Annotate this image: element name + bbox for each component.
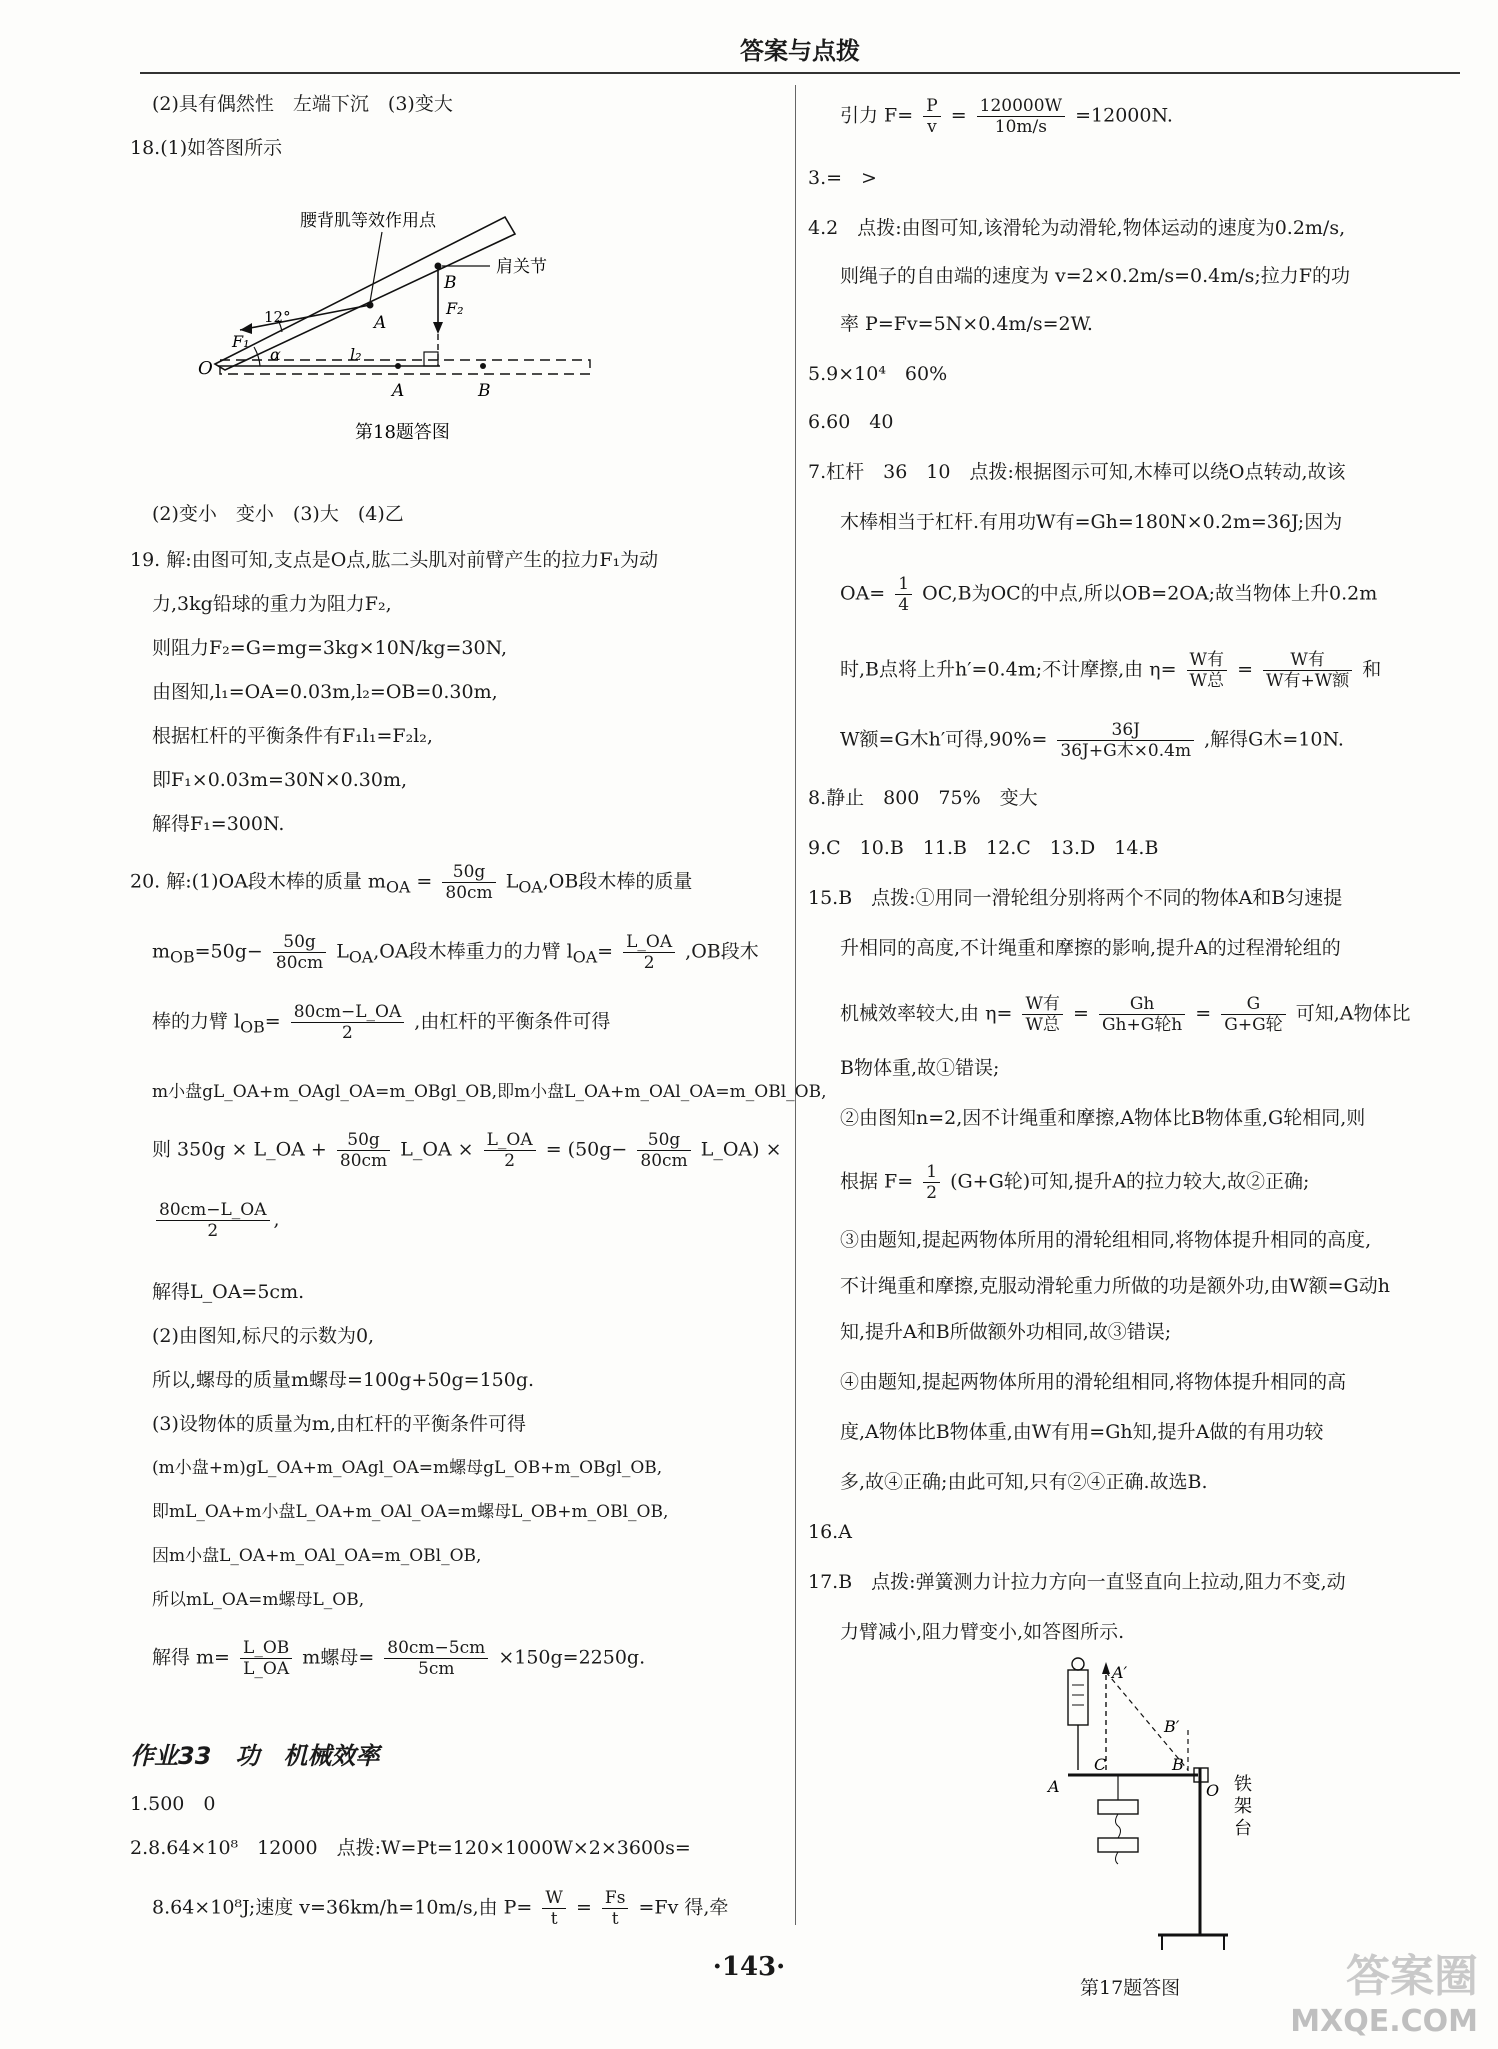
q20-line-5: 则 350g × L_OA + $\frac{50g}{80cm}$ L_OA × $\frac{L\_OA}{2}$ = (50g− $\frac{50g}{80cm}$ L_OA) × — [152, 1130, 782, 1171]
r-q15-line-6: 根据 F= $\frac{1}{2}$ (G+G轮)可知,提升A的拉力较大,故②正确; — [840, 1162, 1310, 1203]
figure-18-caption: 第18题答图 — [355, 422, 450, 442]
label-A-prime: A′ — [1112, 1663, 1128, 1682]
label-B-prime: B′ — [1164, 1717, 1180, 1736]
q19-line-3: 则阻力F₂=G=mg=3kg×10N/kg=30N, — [152, 637, 508, 659]
r-q15-line-2: 升相同的高度,不计绳重和摩擦的影响,提升A的过程滑轮组的 — [840, 937, 1341, 959]
r-q16: 16.A — [808, 1521, 852, 1543]
label-alpha: α — [270, 345, 281, 364]
q20-line-10: (3)设物体的质量为m,由杠杆的平衡条件可得 — [152, 1413, 526, 1435]
r-q7-line-3: OA= $\frac{1}{4}$ OC,B为OC的中点,所以OB=2OA;故当物体上升0.2m — [840, 574, 1378, 615]
label-stand-1: 铁 — [1234, 1774, 1252, 1795]
s33-q2: 2.8.64×10⁸ 12000 点拨:W=Pt=120×1000W×2×3600s= — [130, 1837, 691, 1859]
s33-q2-cont: 8.64×10⁸J;速度 v=36km/h=10m/s,由 P= $\frac{W}{t}$ = $\frac{Fs}{t}$ =Fv 得,牵 — [152, 1888, 729, 1929]
r-q4-line-3: 率 P=Fv=5N×0.4m/s=2W. — [840, 313, 1093, 335]
figure-17 — [1038, 1650, 1258, 1970]
q19-line-4: 由图知,l₁=OA=0.03m,l₂=OB=0.30m, — [152, 681, 498, 703]
right-angle-mark — [424, 352, 438, 366]
r-q5: 5.9×10⁴ 60% — [808, 363, 948, 385]
figure-18 — [160, 142, 630, 442]
q20-line-11: (m小盘+m)gL_OA+m_OAgl_OA=m螺母gL_OB+m_OBgl_OB, — [152, 1458, 663, 1478]
label-muscle: 腰背肌等效作用点 — [300, 211, 436, 231]
q19-line-1: 19. 解:由图可知,支点是O点,肱二头肌对前臂产生的拉力F₁为动 — [130, 549, 659, 571]
r-q7-line-5: W额=G木h′可得,90%= $\frac{36J}{\text{36J+G木×0.4m}}$ ,解得G木=10N. — [840, 720, 1344, 761]
q20-line-6: $\frac{80cm-L\_OA}{2}$ , — [152, 1200, 280, 1241]
r-q15-line-9: 知,提升A和B所做额外功相同,故③错误; — [840, 1321, 1172, 1343]
watermark-logo: 答案圈 — [1346, 1951, 1478, 2002]
column-divider — [795, 85, 796, 1925]
r-q15-line-3: 机械效率较大,由 η= $\frac{\text{W有}}{\text{W总}}$ = $\frac{Gh}{\text{Gh+G轮h}}$ = $\frac{G}{\text{G+G轮}}$ 可知,A物体比 — [840, 994, 1411, 1035]
trunk-bar — [215, 217, 515, 370]
q20-line-2: $m_{OB}=50g-$ $\frac{50g}{80cm}$ $L_{OA},OA$段木棒重力的力臂 $l_{OA}=$ $\frac{L\_OA}{2}$ ,OB段木 — [152, 932, 759, 973]
r-q17-line-1: 17.B 点拨:弹簧测力计拉力方向一直竖直向上拉动,阻力不变,动 — [808, 1571, 1346, 1593]
q20-line-14: 所以mL_OA=m螺母L_OB, — [152, 1590, 365, 1610]
r-q3: 3.= > — [808, 167, 877, 189]
r-q15-line-11: 度,A物体比B物体重,由W有用=Gh知,提升A做的有用功较 — [840, 1421, 1324, 1443]
q20-line-4: m小盘gL_OA+m_OAgl_OA=m_OBgl_OB,即m小盘L_OA+m_OAl_OA=m_OBl_OB, — [152, 1082, 827, 1102]
q18-answer-2: (2)变小 变小 (3)大 (4)乙 — [152, 503, 404, 525]
r-q15-line-1: 15.B 点拨:①用同一滑轮组分别将两个不同的物体A和B匀速提 — [808, 887, 1343, 909]
label-F2: F₂ — [446, 299, 464, 318]
page-number: ·143· — [712, 1952, 786, 1982]
label-F1: F₁ — [232, 332, 250, 351]
r-line-1: 引力 F= $\frac{P}{v}$ = $\frac{120000W}{10m/s}$ =12000N. — [840, 96, 1173, 137]
label-shoulder: 肩关节 — [496, 257, 547, 277]
label-A-upper: A — [374, 313, 387, 333]
q20-line-8: (2)由图知,标尺的示数为0, — [152, 1325, 375, 1347]
label-stand-2: 架 — [1234, 1796, 1252, 1817]
r-q15-line-8: 不计绳重和摩擦,克服动滑轮重力所做的功是额外功,由W额=G动h — [840, 1275, 1390, 1297]
q17-answer-line: (2)具有偶然性 左端下沉 (3)变大 — [152, 93, 453, 115]
q20-line-1: 20. 解:(1)OA段木棒的质量 $m_{OA}$ = $\frac{50g}{80cm}$ $L_{OA},OB$段木棒的质量 — [130, 862, 693, 903]
r-q17-line-2: 力臂减小,阻力臂变小,如答图所示. — [840, 1621, 1125, 1643]
q20-line-12: 即mL_OA+m小盘L_OA+m_OAl_OA=m螺母L_OB+m_OBl_OB, — [152, 1502, 669, 1522]
label-O: O — [1206, 1781, 1220, 1800]
label-B-upper: B — [444, 273, 457, 293]
q20-line-13: 因m小盘L_OA+m_OAl_OA=m_OBl_OB, — [152, 1546, 482, 1566]
r-q7-line-4: 时,B点将上升h′=0.4m;不计摩擦,由 η= $\frac{\text{W有}}{\text{W总}}$ = $\frac{\text{W有}}{\text{W有+W额}}$ 和 — [840, 650, 1382, 691]
label-C: C — [1094, 1755, 1107, 1774]
r-q7-line-1: 7.杠杆 36 10 点拨:根据图示可知,木棒可以绕O点转动,故该 — [808, 461, 1346, 483]
figure-17-caption: 第17题答图 — [1080, 1977, 1181, 1999]
q18-heading: 18.(1)如答图所示 — [130, 137, 283, 159]
q20-line-7: 解得L_OA=5cm. — [152, 1281, 305, 1303]
r-q7-line-2: 木棒相当于杠杆.有用功W有=Gh=180N×0.2m=36J;因为 — [840, 511, 1343, 533]
header-title: 答案与点拨 — [740, 37, 860, 65]
q19-line-2: 力,3kg铅球的重力为阻力F₂, — [152, 593, 392, 615]
r-q8: 8.静止 800 75% 变大 — [808, 787, 1038, 809]
label-A: A — [1048, 1777, 1060, 1796]
r-q4-line-1: 4.2 点拨:由图可知,该滑轮为动滑轮,物体运动的速度为0.2m/s, — [808, 217, 1346, 239]
r-q4-line-2: 则绳子的自由端的速度为 v=2×0.2m/s=0.4m/s;拉力F的功 — [840, 265, 1350, 287]
r-q15-line-7: ③由题知,提起两物体所用的滑轮组相同,将物体提升相同的高度, — [840, 1229, 1372, 1251]
section-title-33: 作业33 功 机械效率 — [130, 1742, 380, 1770]
q19-line-6: 即F₁×0.03m=30N×0.30m, — [152, 769, 408, 791]
q20-line-9: 所以,螺母的质量m螺母=100g+50g=150g. — [152, 1369, 535, 1391]
q20-line-15: 解得 m= $\frac{L\_OB}{L\_OA}$ m螺母= $\frac{80cm-5cm}{5cm}$ ×150g=2250g. — [152, 1638, 646, 1679]
label-l2: l₂ — [350, 345, 362, 364]
r-q15-line-5: ②由图知n=2,因不计绳重和摩擦,A物体比B物体重,G轮相同,则 — [840, 1107, 1366, 1129]
watermark-url: MXQE.COM — [1290, 2004, 1478, 2039]
label-angle-12: 12° — [264, 308, 291, 326]
label-B: B — [1172, 1755, 1184, 1774]
r-q6: 6.60 40 — [808, 411, 894, 433]
r-q15-line-12: 多,故④正确;由此可知,只有②④正确.故选B. — [840, 1471, 1208, 1493]
r-q15-line-4: B物体重,故①错误; — [840, 1057, 1000, 1079]
label-stand-3: 台 — [1234, 1818, 1252, 1839]
q19-line-7: 解得F₁=300N. — [152, 813, 285, 835]
label-A-lower: A — [392, 381, 405, 401]
page-header — [140, 30, 1460, 74]
f1-arrow — [240, 305, 370, 330]
q20-line-3: 棒的力臂 $l_{OB}=$ $\frac{80cm-L\_OA}{2}$ ,由杠杆的平衡条件可得 — [152, 1002, 611, 1043]
r-q9-14: 9.C 10.B 11.B 12.C 13.D 14.B — [808, 837, 1159, 859]
label-O: O — [198, 358, 213, 379]
r-q15-line-10: ④由题知,提起两物体所用的滑轮组相同,将物体提升相同的高 — [840, 1371, 1347, 1393]
watermark — [1290, 1940, 1478, 2039]
q19-line-5: 根据杠杆的平衡条件有F₁l₁=F₂l₂, — [152, 725, 433, 747]
label-B-lower: B — [478, 381, 491, 401]
s33-q1: 1.500 0 — [130, 1793, 216, 1815]
